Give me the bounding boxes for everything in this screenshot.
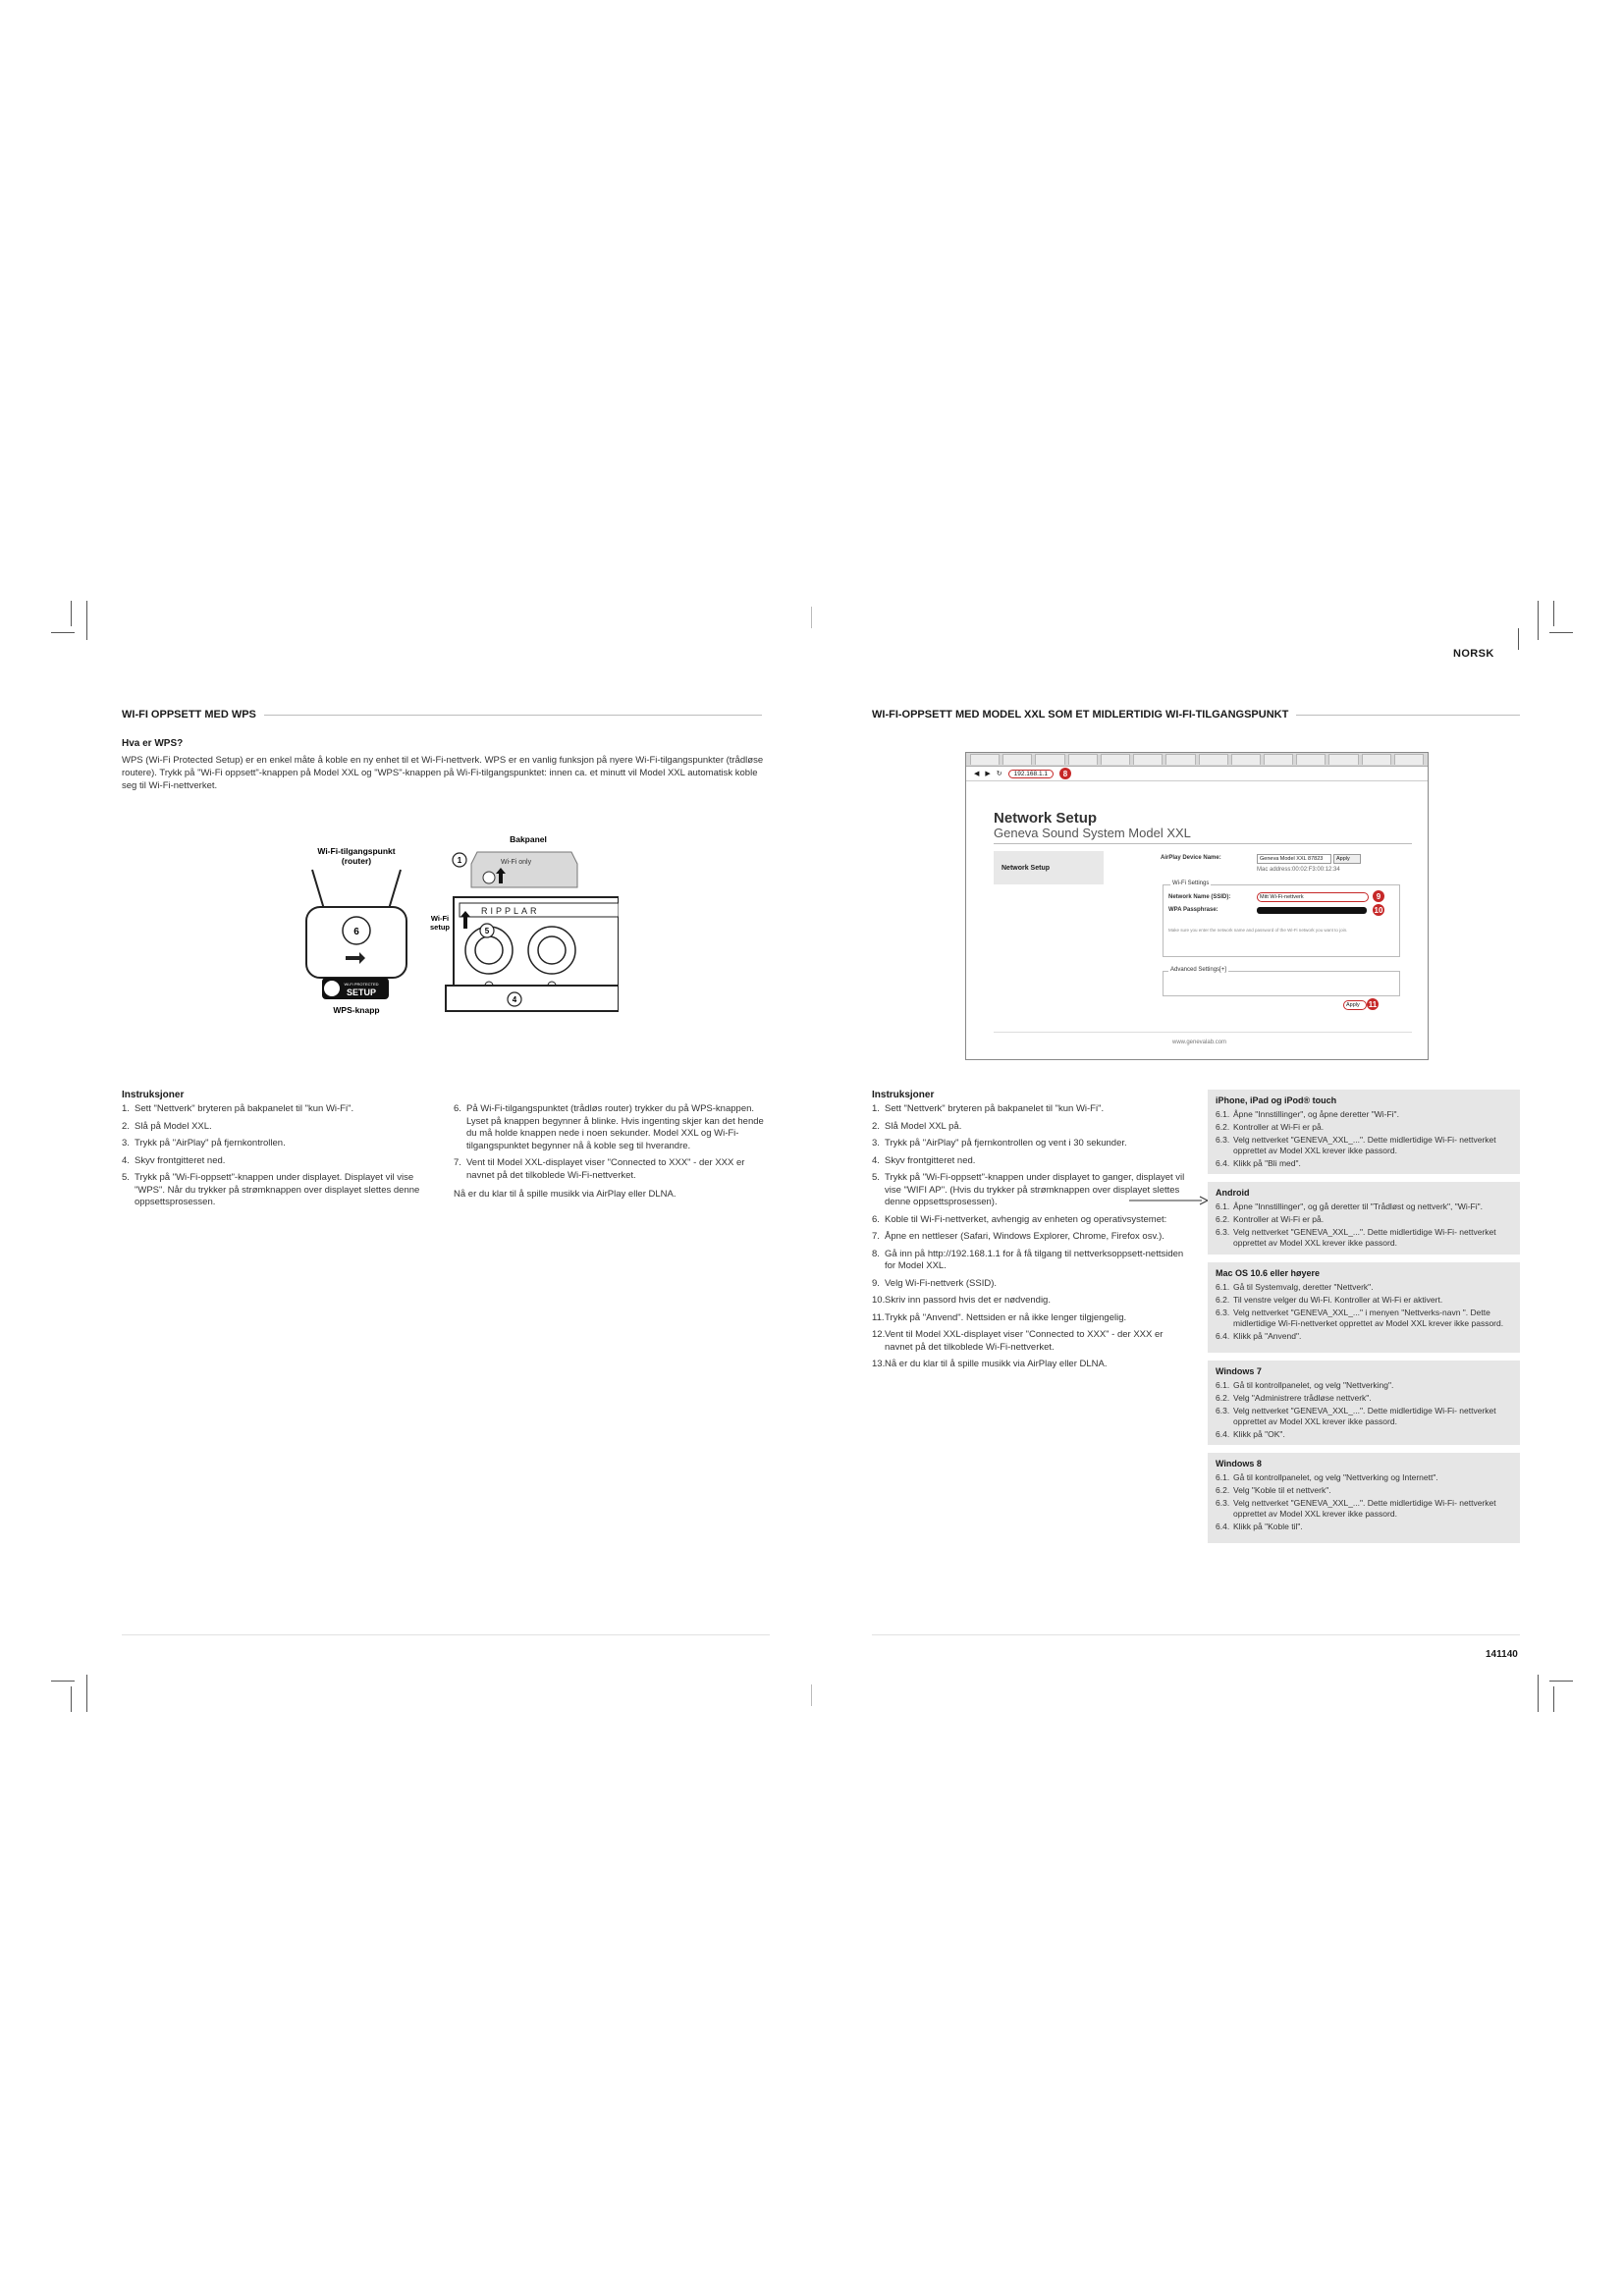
left-instructions-title: Instruksjoner [122,1090,185,1100]
step-item [122,1103,434,1116]
step-number: 5. [872,1172,880,1183]
divider [994,843,1412,844]
os-box-line [1216,1282,1512,1293]
os-box-step-number: 6.4. [1216,1429,1230,1439]
os-box-step-number: 6.1. [1216,1380,1230,1390]
left-heading-text: WI-FI OPPSETT MED WPS [122,709,256,721]
step-text: Trykk på "Wi-Fi-oppsett"-knappen under displayet. Displayet vil vise "WPS". Når du trykker på strømknappen over displayet slettes denne oppsettsprosessen. [135,1172,420,1207]
step-text: Trykk på "Wi-Fi-oppsett"-knappen under displayet to ganger, displayet vil vise "WIFI AP". (Hvis du trykker på strømknappen over displayet slettes denne oppsettsprosessen). [885,1172,1185,1207]
back-panel-label: Bakpanel [510,834,547,844]
step-text: Sett "Nettverk" bryteren på bakpanelet til "kun Wi-Fi". [885,1103,1105,1114]
os-instruction-box [1208,1090,1520,1174]
os-instruction-box [1208,1453,1520,1543]
left-steps-list-2 [454,1103,768,1182]
step-text: Velg Wi-Fi-nettverk (SSID). [885,1277,998,1289]
network-setup-subtitle: Geneva Sound System Model XXL [994,826,1191,840]
step-text: Skyv frontgitteret ned. [135,1154,226,1166]
forward-arrow-icon[interactable]: ▶ [985,771,991,777]
footer-url: www.genevalab.com [1172,1040,1227,1045]
os-box-line [1216,1429,1512,1440]
crop-mark [1553,1686,1554,1712]
step-item [454,1157,768,1182]
os-box-step-text: Velg nettverket "GENEVA_XXL_...". Dette midlertidige Wi-Fi- nettverket opprettet av Model XXL krever ikke passord. [1233,1227,1496,1248]
os-box-title: Windows 8 [1216,1459,1262,1468]
os-box-step-number: 6.4. [1216,1158,1230,1168]
right-instructions-title: Instruksjoner [872,1090,935,1100]
step-number: 11. [872,1311,885,1323]
os-box-step-text: Velg nettverket "GENEVA_XXL_...". Dette midlertidige Wi-Fi- nettverket opprettet av Model XXL krever ikke passord. [1233,1406,1496,1426]
badge-8: 8 [1059,768,1071,779]
step-number: 4. [872,1154,880,1166]
left-closing: Nå er du klar til å spille musikk via AirPlay eller DLNA. [454,1189,677,1200]
step-number: 2. [872,1120,880,1132]
center-mark [811,1684,812,1706]
step-item [872,1155,1188,1168]
step-text: Sett "Nettverk" bryteren på bakpanelet til "kun Wi-Fi". [135,1103,354,1114]
os-instruction-box [1208,1361,1520,1445]
step-item [122,1138,434,1150]
step-text: Vent til Model XXL-displayet viser "Connected to XXX" - der XXX er navnet på det tilkoblede Wi-Fi-nettverket. [885,1329,1164,1353]
os-box-step-text: Velg "Administrere trådløse nettverk". [1233,1393,1372,1403]
step-item [872,1214,1188,1227]
sidebar-item-network-setup[interactable]: Network Setup [994,851,1104,884]
crop-mark [71,601,72,626]
badge-10: 10 [1374,905,1383,915]
router-label-line2: (router) [341,856,372,866]
step-text: Gå inn på http://192.168.1.1 for å få tilgang til nettverksoppsett-nettsiden for Model XXL. [885,1248,1184,1271]
crop-mark [86,601,87,640]
right-footer-rule [872,1634,1520,1635]
os-box-title: Windows 7 [1216,1366,1262,1376]
advanced-settings-toggle[interactable]: Advanced Settings[+] [1170,967,1226,973]
os-box-step-text: Åpne "Innstillinger", og åpne deretter "Wi-Fi". [1233,1109,1399,1119]
step-item [872,1278,1188,1291]
os-box-step-number: 6.1. [1216,1109,1230,1119]
heading-rule [1296,715,1520,716]
step-number: 12. [872,1329,886,1340]
os-box-title: Android [1216,1188,1250,1198]
step-item [872,1121,1188,1134]
wifi-only-label: Wi-Fi only [501,859,532,866]
airplay-label: AirPlay Device Name: [1161,855,1221,861]
crop-mark [71,1686,72,1712]
url-field[interactable]: 192.168.1.1 [1008,770,1054,778]
os-box-step-text: Klikk på "Anvend". [1233,1331,1302,1341]
browser-tab-strip [966,753,1428,767]
step-text: Skyv frontgitteret ned. [885,1154,976,1166]
step-text: Nå er du klar til å spille musikk via AirPlay eller DLNA. [885,1359,1108,1369]
os-box-step-text: Klikk på "Bli med". [1233,1158,1301,1168]
wifi-note: Make sure you enter the network name and password of the Wi-Fi network you want to join. [1168,928,1348,933]
step-number: 7. [872,1231,880,1242]
airplay-name-field[interactable]: Geneva Model XXL 87823 [1257,854,1331,864]
step-text: Trykk på "AirPlay" på fjernkontrollen og vent i 30 sekunder. [885,1138,1127,1148]
os-box-line [1216,1393,1512,1404]
os-box-step-number: 6.2. [1216,1122,1230,1132]
os-box-line [1216,1158,1512,1169]
crop-mark [1538,601,1539,640]
step-item [872,1359,1188,1371]
network-setup-screenshot [965,752,1429,1060]
os-box-step-number: 6.3. [1216,1308,1230,1317]
os-box-step-number: 6.1. [1216,1201,1230,1211]
left-steps-col2 [454,1103,768,1201]
os-box-step-number: 6.4. [1216,1522,1230,1531]
os-box-step-number: 6.1. [1216,1472,1230,1482]
crop-mark [1549,1681,1573,1682]
step-text: På Wi-Fi-tilgangspunktet (trådløs router) trykker du på WPS-knappen. Lyset på knappen begynner å blinke. Hvis ingenting skjer kan det hende du må holde knappen nede i noen sekunder. Model XXL og Wi-Fi-tilgangspunktet begynner nå å koble seg til hverandre. [466,1103,764,1151]
step-item [872,1249,1188,1273]
os-box-line [1216,1135,1512,1156]
callout-4: 4 [512,995,517,1004]
crop-mark [51,1681,75,1682]
browser-address-bar [966,767,1428,781]
os-box-line [1216,1295,1512,1306]
mac-address: Mac address:00:02:F3:00:12:34 [1257,867,1340,873]
ssid-field[interactable]: Mitt Wi-Fi-nettverk [1257,892,1369,902]
os-box-line [1216,1380,1512,1391]
step-item [872,1312,1188,1325]
os-box-line [1216,1308,1512,1329]
os-box-line [1216,1227,1512,1249]
os-box-step-text: Til venstre velger du Wi-Fi. Kontroller at Wi-Fi er aktivert. [1233,1295,1443,1305]
badge-9: 9 [1373,890,1384,902]
back-arrow-icon[interactable]: ◀ [974,771,980,777]
os-box-step-text: Velg nettverket "GENEVA_XXL_...". Dette midlertidige Wi-Fi- nettverket opprettet av Model XXL krever ikke passord. [1233,1135,1496,1155]
network-setup-title: Network Setup [994,810,1098,827]
heading-rule [264,715,762,716]
os-box-step-text: Klikk på "Koble til". [1233,1522,1303,1531]
os-box-line [1216,1522,1512,1532]
os-box-step-text: Gå til kontrollpanelet, og velg "Nettverking og Internett". [1233,1472,1438,1482]
step-number: 5. [122,1172,130,1183]
step-item [872,1231,1188,1244]
crop-mark [51,632,75,633]
os-box-line [1216,1472,1512,1483]
os-box-line [1216,1498,1512,1520]
os-box-step-text: Gå til Systemvalg, deretter "Nettverk". [1233,1282,1374,1292]
os-box-step-number: 6.4. [1216,1331,1230,1341]
footer-divider [994,1032,1412,1033]
crop-mark [86,1675,87,1712]
os-box-step-number: 6.2. [1216,1214,1230,1224]
right-heading [872,709,1520,721]
apply-button[interactable]: Apply [1333,854,1361,864]
os-box-step-text: Velg nettverket "GENEVA_XXL_...". Dette midlertidige Wi-Fi- nettverket opprettet av Model XXL krever ikke passord. [1233,1498,1496,1519]
badge-11: 11 [1368,999,1378,1009]
left-subheading: Hva er WPS? [122,738,184,749]
language-label: NORSK [1453,648,1494,660]
wps-illustration-svg [295,830,619,1027]
callout-1: 1 [457,856,462,865]
os-box-step-text: Gå til kontrollpanelet, og velg "Nettverking". [1233,1380,1394,1390]
step-number: 1. [122,1103,130,1114]
step-number: 3. [122,1138,130,1148]
os-instruction-box [1208,1182,1520,1255]
step-text: Koble til Wi-Fi-nettverket, avhengig av enheten og operativsystemet: [885,1213,1167,1225]
wps-logo-small: Wi-Fi PROTECTED [344,982,379,987]
step-number: 1. [872,1103,880,1114]
wps-logo-text: SETUP [346,988,377,997]
os-box-step-number: 6.2. [1216,1485,1230,1495]
os-box-step-number: 6.3. [1216,1227,1230,1237]
os-box-line [1216,1331,1512,1342]
step-item [872,1295,1188,1308]
ssid-label: Network Name (SSID): [1168,894,1231,900]
os-box-step-number: 6.3. [1216,1498,1230,1508]
apply-bottom-button[interactable]: Apply [1343,1000,1367,1010]
step-number: 6. [872,1213,880,1225]
left-intro: WPS (Wi-Fi Protected Setup) er en enkel måte å koble en ny enhet til et Wi-Fi-nettverk. WPS er en vanlig funksjon på nyere Wi-Fi-tilgangspunkter (trådløse routere). Trykk på "Wi-Fi oppsett"-knappen på Model XXL og "WPS"-knappen på Wi-Fi-tilgangspunktet: innen ca. et minutt vil Model XXL automatisk koble seg til Wi-Fi-nettverket. [122,755,764,791]
os-box-step-text: Kontroller at Wi-Fi er på. [1233,1214,1325,1224]
step-item [122,1155,434,1168]
os-box-step-text: Klikk på "OK". [1233,1429,1285,1439]
step-number: 7. [454,1157,461,1168]
step-number: 13. [872,1359,886,1369]
wifi-setup-line2: setup [429,923,451,932]
wps-illustration [295,830,619,1027]
callout-6: 6 [353,927,359,937]
step-item [872,1103,1188,1116]
left-footer-rule [122,1634,770,1635]
os-box-step-number: 6.1. [1216,1282,1230,1292]
step-number: 6. [454,1103,461,1114]
step-text: Åpne en nettleser (Safari, Windows Explorer, Chrome, Firefox osv.). [885,1231,1164,1242]
crop-mark [1549,632,1573,633]
step-item [872,1138,1188,1150]
device-brand: RIPPLAR [481,906,540,916]
wpa-label: WPA Passphrase: [1168,907,1218,913]
step-text: Trykk på "AirPlay" på fjernkontrollen. [135,1138,286,1148]
os-box-step-text: Åpne "Innstillinger", og gå deretter til "Trådløst og nettverk", "Wi-Fi". [1233,1201,1483,1211]
os-box-step-number: 6.3. [1216,1406,1230,1415]
step-text: Trykk på "Anvend". Nettsiden er nå ikke lenger tilgjengelig. [885,1311,1127,1323]
wps-button-label: WPS-knapp [333,1005,380,1015]
crop-mark [1553,601,1554,626]
step-text: Slå Model XXL på. [885,1120,962,1132]
os-box-line [1216,1122,1512,1133]
os-box-step-number: 6.2. [1216,1393,1230,1403]
os-box-step-number: 6.2. [1216,1295,1230,1305]
os-box-line [1216,1109,1512,1120]
os-box-step-text: Velg "Koble til et nettverk". [1233,1485,1331,1495]
reload-icon[interactable]: ↻ [996,771,1002,777]
page-number: 141140 [1486,1649,1518,1660]
step-number: 9. [872,1277,880,1289]
crop-mark [1538,1675,1539,1712]
advanced-settings-fieldset [1163,971,1400,996]
step-item [872,1329,1188,1354]
left-steps-list-1 [122,1103,434,1209]
wpa-passphrase-field[interactable] [1257,907,1367,914]
step-text: Vent til Model XXL-displayet viser "Connected to XXX" - der XXX er navnet på det tilkoblede Wi-Fi-nettverket. [466,1157,745,1181]
os-box-step-number: 6.3. [1216,1135,1230,1145]
right-steps-list [872,1103,1188,1371]
step-number: 8. [872,1248,880,1259]
os-box-line [1216,1406,1512,1427]
left-heading [122,709,762,721]
callout-5: 5 [484,927,490,935]
language-marker-rule [1518,628,1519,650]
step-number: 10. [872,1295,886,1306]
right-steps [872,1103,1188,1376]
step-item [454,1103,768,1152]
wifi-settings-legend: Wi-Fi Settings [1172,881,1210,886]
wifi-setup-line1: Wi-Fi [430,914,450,923]
os-box-step-text: Kontroller at Wi-Fi er på. [1233,1122,1325,1132]
step-item [122,1172,434,1209]
router-label-line1: Wi-Fi-tilgangspunkt [317,846,396,856]
step-text: Skriv inn passord hvis det er nødvendig. [885,1295,1051,1306]
os-box-line [1216,1201,1512,1212]
step-number: 2. [122,1120,130,1132]
step6-arrow [1129,1196,1210,1205]
left-steps-col1 [122,1103,434,1214]
step-text: Slå på Model XXL. [135,1120,212,1132]
os-box-title: Mac OS 10.6 eller høyere [1216,1268,1321,1278]
os-box-line [1216,1214,1512,1225]
center-mark [811,607,812,628]
step-item [122,1121,434,1134]
os-instruction-box [1208,1262,1520,1353]
os-box-step-text: Velg nettverket "GENEVA_XXL_..." i menyen "Nettverks-navn ". Dette midlertidige Wi-Fi-nettverket opprettet av Model XXL krever ikke passord. [1233,1308,1504,1328]
os-box-line [1216,1485,1512,1496]
os-box-title: iPhone, iPad og iPod® touch [1216,1095,1337,1105]
step-number: 4. [122,1154,130,1166]
right-heading-text: WI-FI-OPPSETT MED MODEL XXL SOM ET MIDLERTIDIG WI-FI-TILGANGSPUNKT [872,709,1289,721]
step-number: 3. [872,1138,880,1148]
